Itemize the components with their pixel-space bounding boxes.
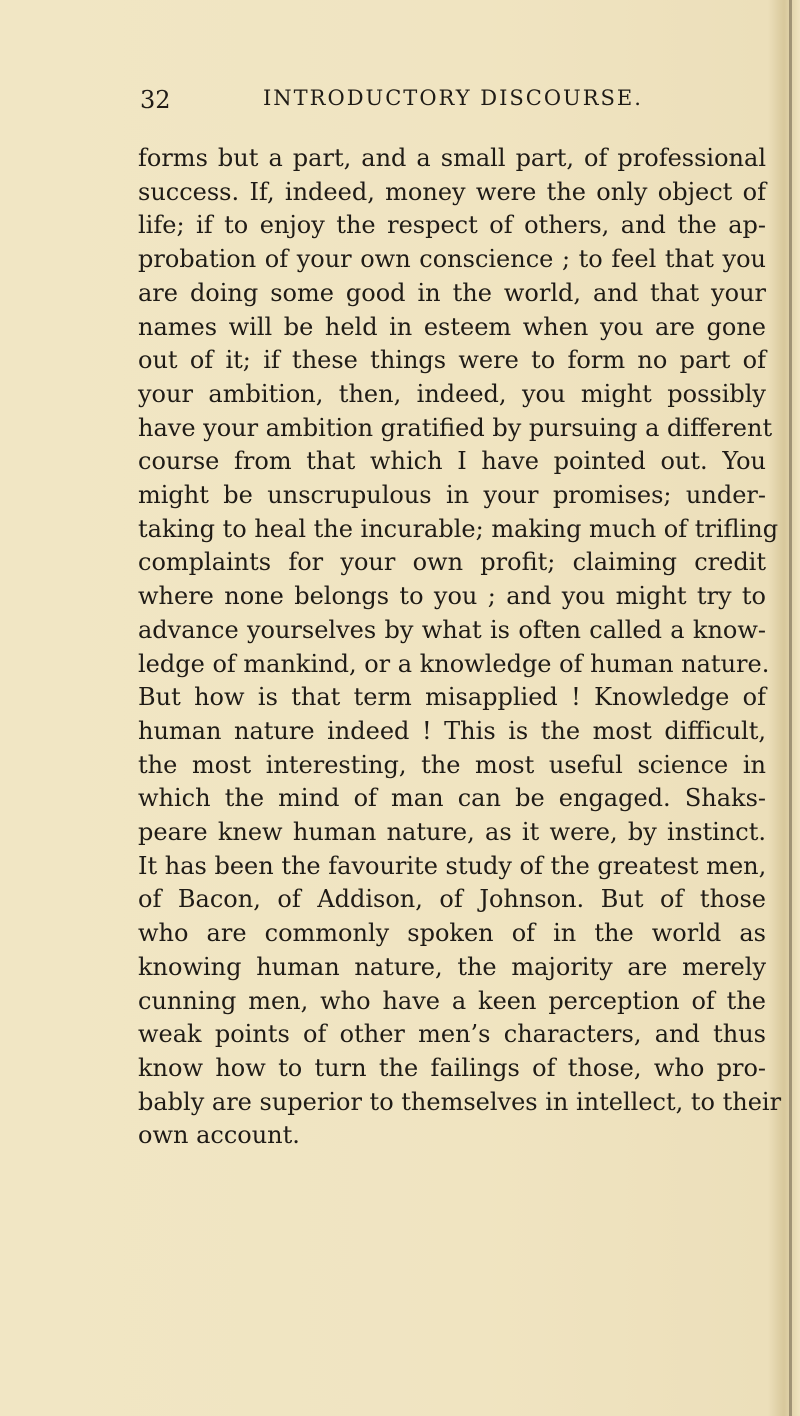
text-line: life; if to enjoy the respect of others, and the ap-	[138, 211, 766, 240]
text-line: probation of your own conscience ; to feel that you	[138, 245, 766, 274]
text-line: names will be held in esteem when you are gone	[138, 312, 766, 341]
text-line: might be unscrupulous in your promises; under-	[138, 481, 766, 510]
text-line: who are commonly spoken of in the world as	[138, 919, 766, 948]
text-line: are doing some good in the world, and that your	[138, 278, 766, 307]
running-title: INTRODUCTORY DISCOURSE.	[263, 86, 643, 110]
text-line: out of it; if these things were to form no part of	[138, 346, 766, 375]
page-header	[140, 86, 760, 122]
text-line: course from that which I have pointed out. You	[138, 447, 766, 476]
text-line: which the mind of man can be engaged. Shaks-	[138, 784, 766, 813]
text-line: complaints for your own profit; claiming credit	[138, 548, 766, 577]
text-line: where none belongs to you ; and you might try to	[138, 582, 766, 611]
text-line: the most interesting, the most useful science in	[138, 750, 766, 779]
text-line: your ambition, then, indeed, you might possibly	[138, 379, 766, 408]
text-line: forms but a part, and a small part, of professional	[138, 144, 766, 172]
text-line: peare knew human nature, as it were, by instinct.	[138, 818, 766, 847]
text-line: of Bacon, of Addison, of Johnson. But of those	[138, 885, 766, 914]
text-line-last: own account.	[138, 1121, 300, 1150]
text-line: human nature indeed ! This is the most difficult,	[138, 716, 766, 745]
body-paragraph	[138, 142, 782, 1153]
text-line: cunning men, who have a keen perception of the	[138, 986, 766, 1015]
text-line: weak points of other men’s characters, and thus	[138, 1020, 766, 1049]
text-line: bably are superior to themselves in intellect, to their	[138, 1087, 782, 1116]
text-line: It has been the favourite study of the greatest men,	[138, 851, 767, 880]
text-line: advance yourselves by what is often called a know-	[138, 615, 766, 644]
text-line: have your ambition gratified by pursuing a different	[138, 413, 773, 442]
text-line: knowing human nature, the majority are merely	[138, 952, 766, 981]
page-number: 32	[140, 86, 171, 114]
text-line: taking to heal the incurable; making much of trifling	[138, 514, 779, 543]
text-line: know how to turn the failings of those, who pro-	[138, 1053, 766, 1082]
text-line: But how is that term misapplied ! Knowledge of	[138, 683, 766, 712]
text-line: success. If, indeed, money were the only object of	[138, 177, 766, 206]
text-line: ledge of mankind, or a knowledge of human nature.	[138, 649, 770, 678]
page-edge-shadow	[789, 0, 792, 1416]
